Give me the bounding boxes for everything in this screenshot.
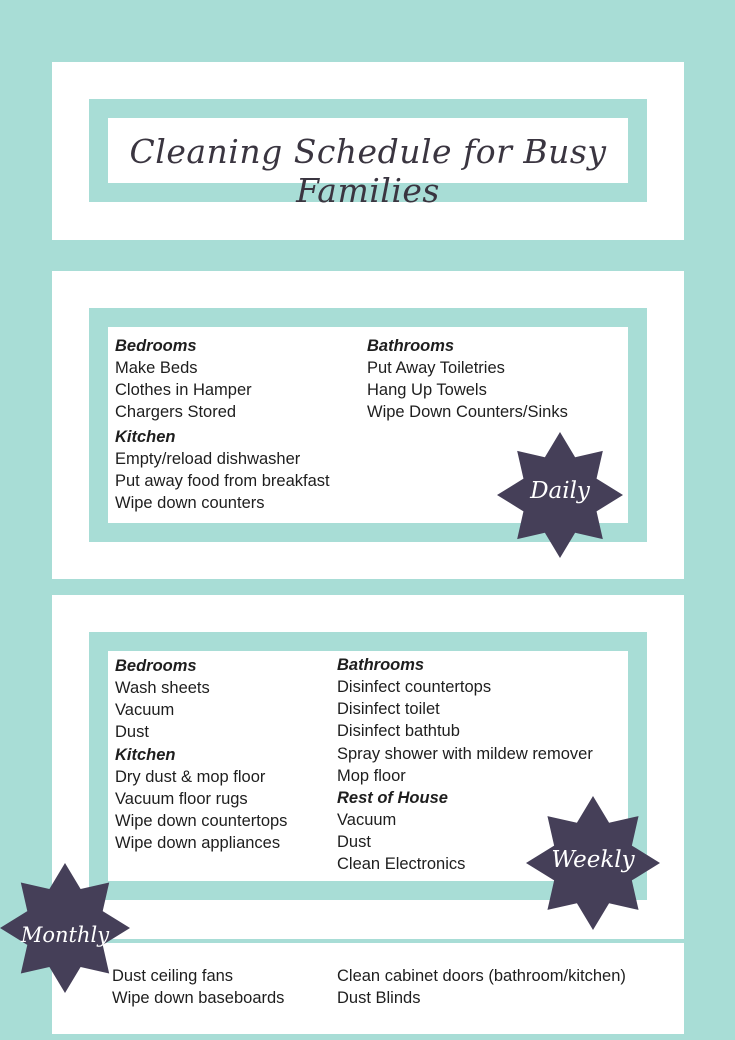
monthly-star-label: Monthly <box>20 923 110 947</box>
daily-star-badge <box>497 432 623 558</box>
monthly-item: Clean cabinet doors (bathroom/kitchen) <box>337 967 626 985</box>
monthly-item: Dust Blinds <box>337 989 421 1008</box>
daily-bathrooms-item: Wipe Down Counters/Sinks <box>367 403 568 422</box>
weekly-kitchen-item: Wipe down appliances <box>115 834 281 853</box>
weekly-bathrooms-item: Mop floor <box>337 766 406 785</box>
daily-left-column <box>115 335 330 514</box>
weekly-bathrooms-item: Spray shower with mildew remover <box>337 744 593 763</box>
daily-bedrooms-item: Make Beds <box>115 359 198 377</box>
daily-bathrooms-heading: Bathrooms <box>367 337 455 355</box>
daily-bathrooms-item: Put Away Toiletries <box>367 359 505 377</box>
daily-right-column <box>367 335 568 424</box>
weekly-bathrooms-item: Disinfect bathtub <box>337 722 460 741</box>
weekly-star-badge <box>526 796 660 930</box>
weekly-bedrooms-item: Vacuum <box>115 701 175 720</box>
weekly-kitchen-item: Dry dust & mop floor <box>115 767 266 786</box>
daily-kitchen-item: Wipe down counters <box>115 494 265 513</box>
monthly-item: Dust ceiling fans <box>112 967 234 985</box>
daily-bedrooms-item: Chargers Stored <box>115 403 237 422</box>
weekly-bedrooms-item: Dust <box>115 723 149 742</box>
daily-kitchen-item: Put away food from breakfast <box>115 471 330 490</box>
monthly-right-column <box>337 965 626 1009</box>
monthly-panel <box>52 943 684 1034</box>
daily-kitchen-item: Empty/reload dishwasher <box>115 449 301 468</box>
weekly-kitchen-heading: Kitchen <box>115 745 176 764</box>
title-panel <box>52 62 684 240</box>
monthly-item: Wipe down baseboards <box>112 989 285 1008</box>
daily-bedrooms-heading: Bedrooms <box>115 337 197 355</box>
daily-kitchen-heading: Kitchen <box>115 427 176 446</box>
weekly-bathrooms-heading: Bathrooms <box>337 656 425 674</box>
weekly-kitchen-item: Wipe down countertops <box>115 812 288 831</box>
weekly-rest-heading: Rest of House <box>337 789 448 808</box>
page-title: Cleaning Schedule for Busy Families <box>129 132 607 210</box>
monthly-star-badge <box>0 863 130 993</box>
weekly-bedrooms-heading: Bedrooms <box>115 657 197 675</box>
weekly-rest-item: Clean Electronics <box>337 855 466 874</box>
weekly-bathrooms-item: Disinfect toilet <box>337 700 440 719</box>
weekly-bedrooms-item: Wash sheets <box>115 679 210 697</box>
daily-bedrooms-item: Clothes in Hamper <box>115 381 252 400</box>
weekly-rest-item: Dust <box>337 833 371 852</box>
weekly-rest-item: Vacuum <box>337 811 397 830</box>
daily-bathrooms-item: Hang Up Towels <box>367 381 487 400</box>
weekly-bathrooms-item: Disinfect countertops <box>337 678 492 696</box>
title-box <box>108 118 628 210</box>
title-band <box>89 99 647 210</box>
daily-star-label: Daily <box>530 478 590 504</box>
weekly-left-column <box>115 655 287 854</box>
monthly-left-column <box>112 965 284 1009</box>
weekly-kitchen-item: Vacuum floor rugs <box>115 789 248 808</box>
weekly-star-label: Weekly <box>551 847 635 873</box>
